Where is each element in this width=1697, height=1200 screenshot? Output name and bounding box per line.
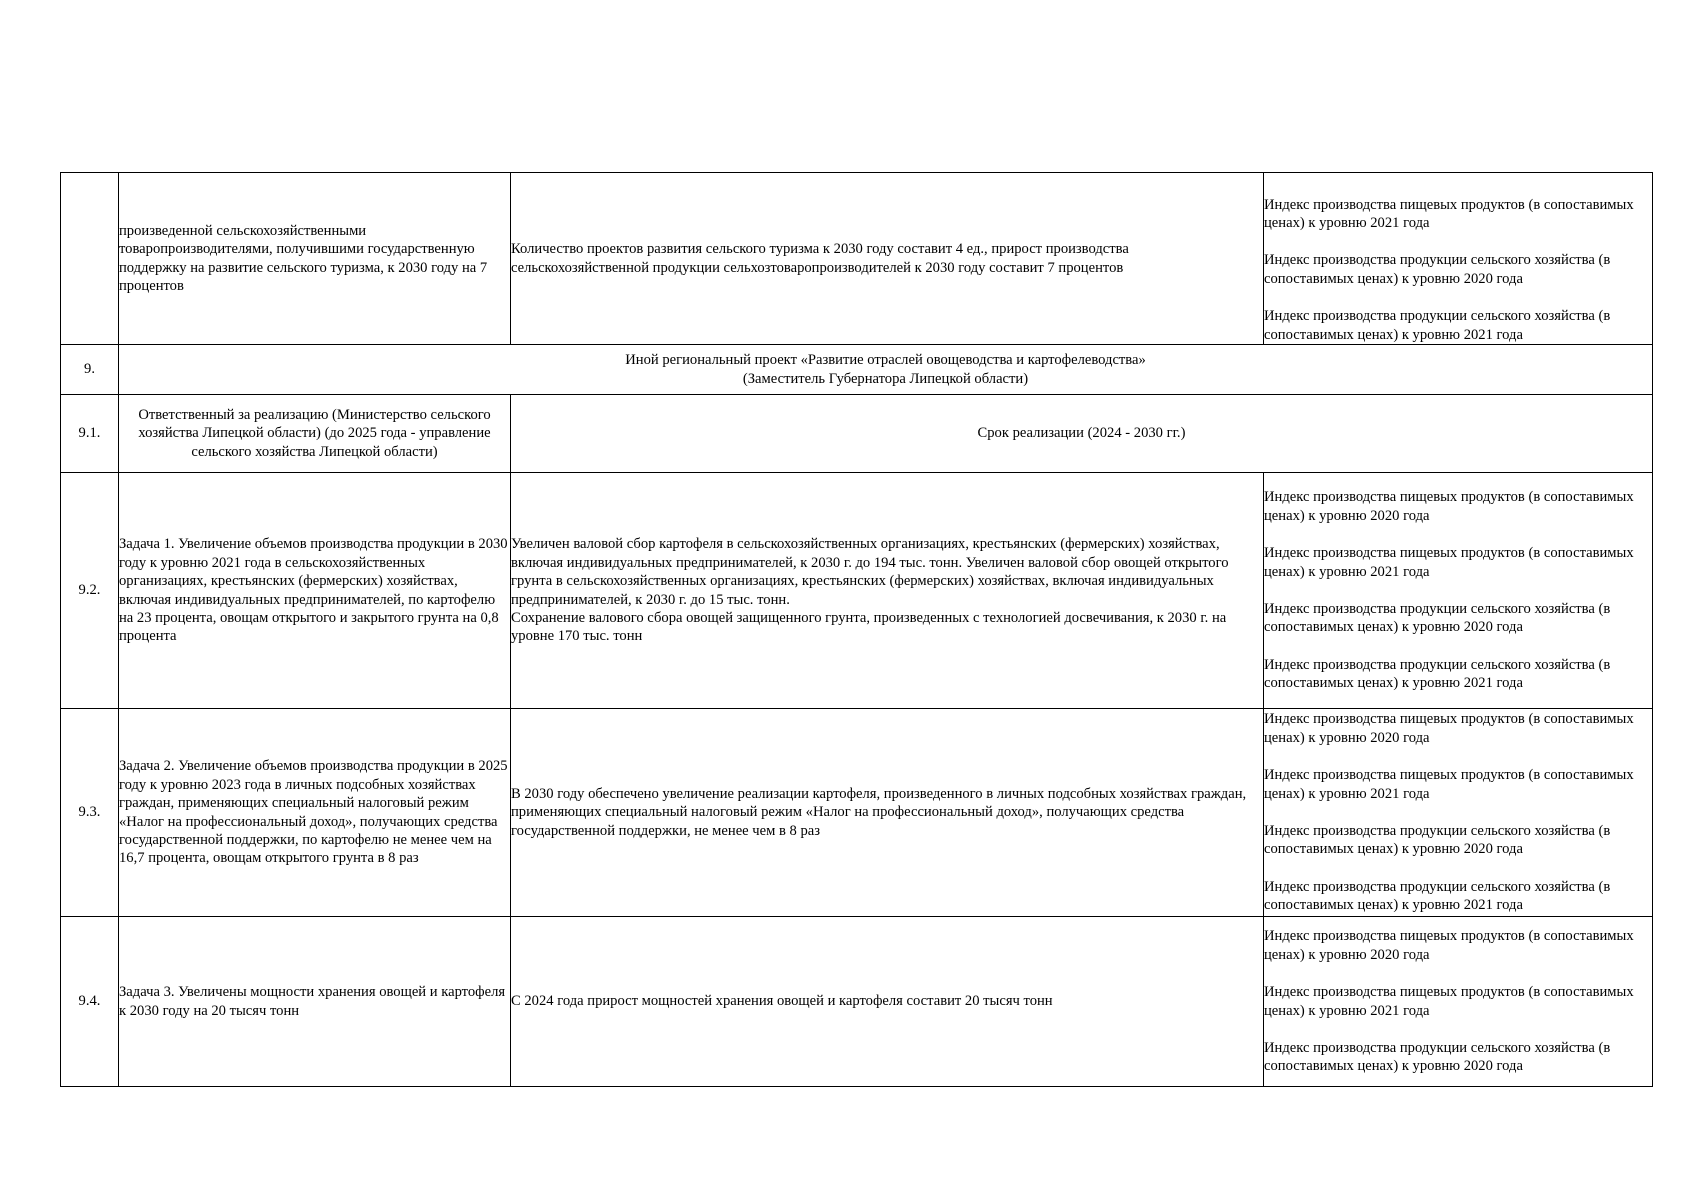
table-row	[61, 473, 1653, 709]
indicator-item: Индекс производства пищевых продуктов (в сопоставимых ценах) к уровню 2021 года	[1264, 545, 1634, 580]
project-title-cell	[119, 345, 1653, 395]
indicator-item: Индекс производства продукции сельского хозяйства (в сопоставимых ценах) к уровню 2021 года	[1264, 878, 1611, 914]
project-title: Иной региональный проект «Развитие отраслей овощеводства и картофелеводства»	[625, 352, 1146, 369]
table-row	[61, 345, 1653, 395]
indicator-item: Индекс производства пищевых продуктов (в сопоставимых ценах) к уровню 2021 года	[1264, 196, 1634, 231]
result-paragraph: Сохранение валового сбора овощей защищенного грунта, произведенных с технологией досвечивания, к 2030 г. на уровне 170 тыс. тонн	[511, 609, 1227, 645]
row-number: 9.4.	[61, 917, 119, 1087]
indicator-item: Индекс производства пищевых продуктов (в сопоставимых ценах) к уровню 2021 года	[1264, 984, 1634, 1019]
table-row	[61, 917, 1653, 1087]
table-row	[61, 709, 1653, 917]
table-row	[61, 395, 1653, 473]
task-cell: Задача 1. Увеличение объемов производства продукции в 2030 году к уровню 2021 года в сельскохозяйственных организациях, крестьянских (фермерских) хозяйствах, включая индивидуальных предпринимателей, по картофелю на 23 процента, овощам открытого и закрытого грунта на 0,8 процента	[119, 473, 511, 709]
result-paragraph: Увеличен валовой сбор картофеля в сельскохозяйственных организациях, крестьянских (фермерских) хозяйствах, включая индивидуальных предпринимателей, к 2030 г. до 194 тыс. тонн. Увеличен валовой сбор овощей открытого грунта в сельскохозяйственных организациях, крестьянских (фермерских) хозяйствах, включая индивидуальных предпринимателей, к 2030 г. до 15 тыс. тонн.	[511, 536, 1229, 608]
indicator-item: Индекс производства продукции сельского хозяйства (в сопоставимых ценах) к уровню 2020 года	[1264, 252, 1611, 287]
row-number: 9.	[61, 345, 119, 395]
indicator-item: Индекс производства пищевых продуктов (в сопоставимых ценах) к уровню 2020 года	[1264, 711, 1634, 746]
task-cell: Задача 3. Увеличены мощности хранения овощей и картофеля к 2030 году на 20 тысяч тонн	[119, 917, 511, 1087]
indicators-cell	[1264, 473, 1653, 709]
term-cell: Срок реализации (2024 - 2030 гг.)	[511, 395, 1653, 473]
table-row	[61, 173, 1653, 345]
row-number: 9.2.	[61, 473, 119, 709]
task-cell: Задача 2. Увеличение объемов производства продукции в 2025 году к уровню 2023 года в личных подсобных хозяйствах граждан, применяющих специальный налоговый режим «Налог на профессиональный доход», получающих средства государственной поддержки, по картофелю не менее чем на 16,7 процента, овощам открытого грунта в 8 раз	[119, 709, 511, 917]
row-number: 9.1.	[61, 395, 119, 473]
indicator-item: Индекс производства продукции сельского хозяйства (в сопоставимых ценах) к уровню 2020 года	[1264, 1039, 1611, 1075]
indicators-cell	[1264, 173, 1653, 345]
indicator-item: Индекс производства пищевых продуктов (в сопоставимых ценах) к уровню 2020 года	[1264, 928, 1634, 963]
project-curator: (Заместитель Губернатора Липецкой области)	[742, 370, 1029, 387]
responsible-cell: Ответственный за реализацию (Министерство сельского хозяйства Липецкой области) (до 2025 года - управление сельского хозяйства Липецкой области)	[119, 395, 511, 473]
indicator-item: Индекс производства пищевых продуктов (в сопоставимых ценах) к уровню 2020 года	[1264, 489, 1634, 524]
indicators-cell	[1264, 917, 1653, 1087]
row-number: 9.3.	[61, 709, 119, 917]
indicators-cell	[1264, 709, 1653, 917]
result-cell: С 2024 года прирост мощностей хранения овощей и картофеля составит 20 тысяч тонн	[511, 917, 1264, 1087]
task-cell: произведенной сельскохозяйственными товаропроизводителями, получившими государственную поддержку на развитие сельского туризма, к 2030 году на 7 процентов	[119, 173, 511, 345]
result-cell: В 2030 году обеспечено увеличение реализации картофеля, произведенного в личных подсобных хозяйствах граждан, применяющих специальный налоговый режим «Налог на профессиональный доход», получающих средства государственной поддержки, не менее чем в 8 раз	[511, 709, 1264, 917]
indicator-item: Индекс производства продукции сельского хозяйства (в сопоставимых ценах) к уровню 2020 года	[1264, 601, 1611, 636]
result-cell	[511, 473, 1264, 709]
project-table	[60, 172, 1653, 1087]
row-number-cell	[61, 173, 119, 345]
indicator-item: Индекс производства продукции сельского хозяйства (в сопоставимых ценах) к уровню 2021 года	[1264, 656, 1611, 692]
result-cell: Количество проектов развития сельского туризма к 2030 году составит 4 ед., прирост производства сельскохозяйственной продукции сельхозтоваропроизводителей к 2030 году составит 7 процентов	[511, 173, 1264, 345]
indicator-item: Индекс производства продукции сельского хозяйства (в сопоставимых ценах) к уровню 2020 года	[1264, 823, 1611, 858]
indicator-item: Индекс производства продукции сельского хозяйства (в сопоставимых ценах) к уровню 2021 года	[1264, 308, 1611, 343]
indicator-item: Индекс производства пищевых продуктов (в сопоставимых ценах) к уровню 2021 года	[1264, 767, 1634, 802]
